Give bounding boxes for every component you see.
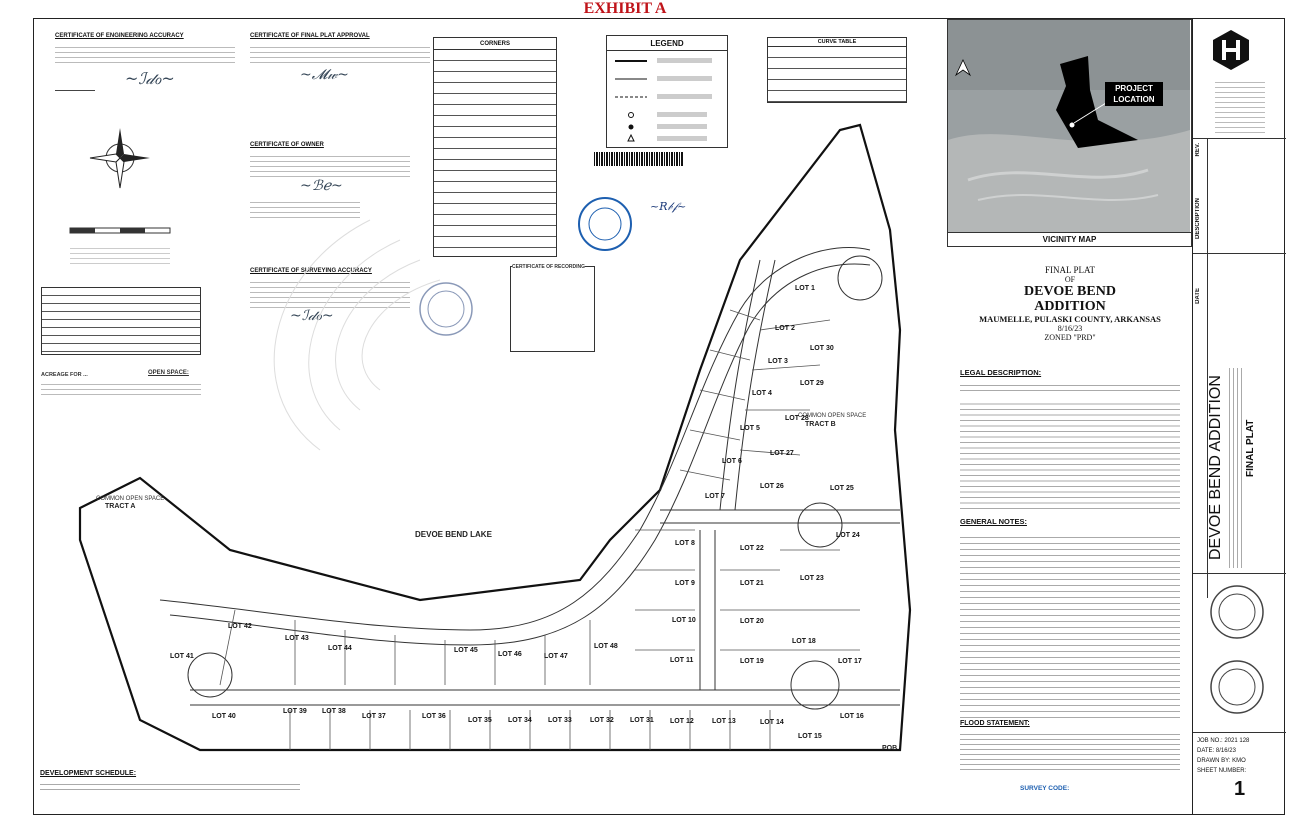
streets (160, 248, 900, 706)
acreage-label: ACREAGE FOR ... (41, 372, 88, 378)
engineering-certificate (55, 33, 235, 91)
lot-label-lot4: LOT 4 (752, 390, 772, 397)
open-space-label: OPEN SPACE: (148, 370, 189, 376)
lot-label-lot12: LOT 12 (670, 718, 694, 725)
survey-code-label: SURVEY CODE: (1020, 785, 1070, 792)
lot-label-lot39: LOT 39 (283, 708, 307, 715)
sheet-number-label: SHEET NUMBER: (1197, 768, 1247, 774)
lot-label-lot29: LOT 29 (800, 380, 824, 387)
final-plat-approval-text (250, 43, 430, 67)
surveyor-license-seal-icon (1207, 658, 1267, 716)
date-header: DATE (1195, 288, 1201, 304)
lot-label-lot32: LOT 32 (590, 717, 614, 724)
engineer-seal-icon (1207, 583, 1267, 641)
lot-label-lot19: LOT 19 (740, 658, 764, 665)
lot-label-lot45: LOT 45 (454, 647, 478, 654)
common-open-space-a: COMMON OPEN SPACE (96, 496, 165, 502)
lot-label-lot3: LOT 3 (768, 358, 788, 365)
plat-date: 8/16/23 (1057, 324, 1083, 333)
owner-signature: ~ℬℯ~ (300, 178, 343, 194)
lot-label-lot35: LOT 35 (468, 717, 492, 724)
lot-label-lot25: LOT 25 (830, 485, 854, 492)
sheet-title: FINAL PLAT (1245, 419, 1256, 477)
lot-label-lot20: LOT 20 (740, 618, 764, 625)
exhibit-title: EXHIBIT A (583, 0, 667, 17)
project-location-label: PROJECT LOCATION (1105, 82, 1163, 106)
development-schedule-body (40, 780, 300, 794)
drawn-by: DRAWN BY: KMO (1197, 758, 1246, 764)
tract-a-label: TRACT A (105, 503, 136, 510)
job-date: DATE: 8/16/23 (1197, 748, 1236, 754)
lot-label-lot44: LOT 44 (328, 645, 352, 652)
company-info (1215, 78, 1265, 133)
vicinity-map-caption: VICINITY MAP (948, 232, 1191, 247)
legal-intro (960, 381, 1180, 395)
lot-label-lot42: LOT 42 (228, 623, 252, 630)
lot-label-lot15: LOT 15 (798, 733, 822, 740)
development-schedule-title: DEVELOPMENT SCHEDULE: (40, 770, 137, 777)
plat-title-block (950, 265, 1190, 342)
lot-label-lot21: LOT 21 (740, 580, 764, 587)
plat-location: MAUMELLE, PULASKI COUNTY, ARKANSAS (979, 314, 1161, 324)
job-number: JOB NO.: 2021 128 (1197, 738, 1250, 744)
lake-label: DEVOE BEND LAKE (415, 530, 492, 539)
project-title: DEVOE BEND ADDITION (1207, 375, 1224, 561)
engineering-certificate-title: CERTIFICATE OF ENGINEERING ACCURACY (55, 33, 184, 39)
lot-label-lot5: LOT 5 (740, 425, 760, 432)
lot-label-lot11: LOT 11 (670, 657, 694, 664)
curve-table-title: CURVE TABLE (768, 38, 906, 47)
lot-label-lot48: LOT 48 (594, 643, 618, 650)
engineering-certificate-text (55, 43, 235, 67)
lot-label-lot28: LOT 28 (785, 415, 809, 422)
final-plat-label: FINAL PLAT (1045, 265, 1095, 275)
lot-label-lot37: LOT 37 (362, 713, 386, 720)
lot-lines (220, 310, 860, 750)
development-schedule (40, 770, 300, 794)
lot-label-lot1: LOT 1 (795, 285, 815, 292)
project-subtitle (1226, 368, 1243, 568)
plat-map (40, 110, 950, 810)
final-plat-approval-title: CERTIFICATE OF FINAL PLAT APPROVAL (250, 33, 370, 39)
title-block (1192, 18, 1285, 815)
lot-label-lot41: LOT 41 (170, 653, 194, 660)
plat-name: DEVOE BEND (1024, 284, 1116, 299)
contour-lines (274, 220, 440, 450)
lot-label-lot7: LOT 7 (705, 493, 725, 500)
surveyor-signature: ~ℐ𝒹ℴ~ (290, 308, 334, 324)
lot-label-lot47: LOT 47 (544, 653, 568, 660)
lot-label-lot33: LOT 33 (548, 717, 572, 724)
lot-label-lot2: LOT 2 (775, 325, 795, 332)
plat-addition: ADDITION (1034, 299, 1106, 314)
legal-body (960, 399, 1180, 509)
lot-label-lot36: LOT 36 (422, 713, 446, 720)
corners-title: CORNERS (434, 38, 556, 50)
general-notes-body (960, 532, 1180, 722)
lot-label-lot22: LOT 22 (740, 545, 764, 552)
curve-table (767, 37, 907, 103)
lot-label-lot10: LOT 10 (672, 617, 696, 624)
lot-label-lot6: LOT 6 (722, 458, 742, 465)
lot-label-lot17: LOT 17 (838, 658, 862, 665)
lot-label-lot14: LOT 14 (760, 719, 784, 726)
legend-title: LEGEND (607, 36, 727, 51)
common-open-space-b: COMMON OPEN SPACE (798, 413, 867, 419)
lot-label-lot24: LOT 24 (836, 532, 860, 539)
lot-label-lot30: LOT 30 (810, 345, 834, 352)
company-logo-icon (1211, 28, 1251, 72)
lot-label-lot43: LOT 43 (285, 635, 309, 642)
owner-certificate-title: CERTIFICATE OF OWNER (250, 142, 324, 148)
vicinity-map-panel (947, 19, 1192, 247)
description-header: DESCRIPTION (1195, 198, 1201, 240)
lot-label-lot46: LOT 46 (498, 651, 522, 658)
lot-label-lot8: LOT 8 (675, 540, 695, 547)
lot-label-lot16: LOT 16 (840, 713, 864, 720)
approval-signature: ~𝓜𝓌~ (300, 67, 349, 83)
lot-label-lot27: LOT 27 (770, 450, 794, 457)
lot-label-lot26: LOT 26 (760, 483, 784, 490)
recording-signature: ~𝑅𝒷𝒻~ (650, 200, 687, 213)
flood-statement-body (960, 730, 1180, 774)
sheet-number: 1 (1233, 778, 1246, 800)
final-plat-approval-certificate (250, 33, 430, 83)
lot-label-lot40: LOT 40 (212, 713, 236, 720)
curve-rows (768, 47, 906, 102)
plat-zoning: ZONED "PRD" (1044, 333, 1096, 342)
flood-statement-title: FLOOD STATEMENT: (960, 720, 1030, 727)
plat-of-label: OF (1064, 275, 1076, 284)
tract-b-label: TRACT B (805, 421, 836, 428)
job-info (1197, 736, 1249, 776)
lot-label-lot38: LOT 38 (322, 708, 346, 715)
lot-label-lot31: LOT 31 (630, 717, 654, 724)
lot-label-lot9: LOT 9 (675, 580, 695, 587)
legal-description-title: LEGAL DESCRIPTION: (960, 368, 1042, 377)
recording-title: CERTIFICATE OF RECORDING (512, 264, 585, 270)
vicinity-map-aerial (948, 20, 1190, 232)
lot-label-lot13: LOT 13 (712, 718, 736, 725)
pob-label: POB (882, 745, 898, 752)
flood-statement (960, 720, 1180, 774)
legal-description (960, 368, 1180, 509)
lot-label-lot18: LOT 18 (792, 638, 816, 645)
surveying-certificate-title: CERTIFICATE OF SURVEYING ACCURACY (250, 268, 372, 274)
general-notes-title: GENERAL NOTES: (960, 517, 1027, 526)
revision-header: REV. (1195, 143, 1201, 157)
lot-label-lot34: LOT 34 (508, 717, 532, 724)
lot-label-lot23: LOT 23 (800, 575, 824, 582)
general-notes (960, 517, 1180, 722)
signature-line (55, 90, 95, 91)
engineering-signature: ~ℐ𝒹ℴ~ (125, 69, 175, 88)
